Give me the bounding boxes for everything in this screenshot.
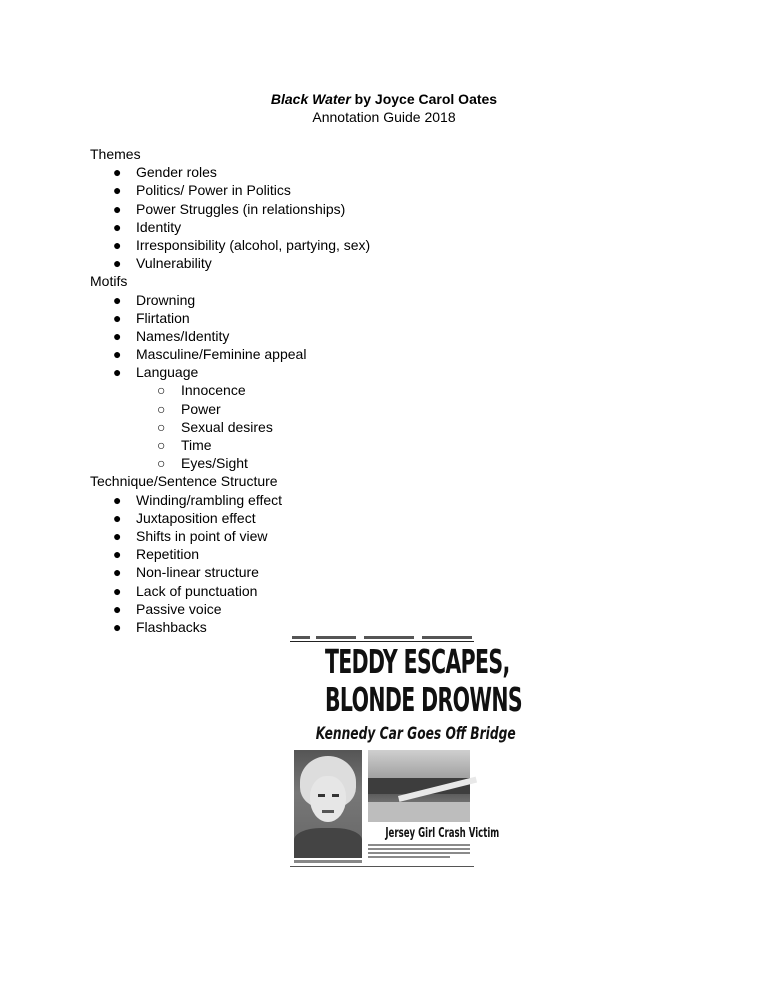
theme-item: ● Gender roles [113, 164, 217, 181]
article-text-lines [368, 844, 470, 860]
bullet-icon: ● [113, 618, 122, 635]
technique-item: ● Repetition [113, 546, 200, 563]
theme-item: ● Politics/ Power in Politics [113, 182, 291, 199]
theme-item: ● Irresponsibility (alcohol, partying, sex) [113, 236, 371, 253]
bullet-icon: ● [113, 327, 122, 344]
clipping-bottom-rule [290, 866, 474, 867]
bullet-icon: ● [113, 346, 122, 363]
themes-heading: Themes [90, 146, 141, 162]
bullet-icon: ● [113, 600, 122, 617]
language-subitem: ○ Innocence [157, 382, 246, 399]
language-subitem: ○ Time [157, 437, 212, 453]
technique-item: ● Non-linear structure [113, 564, 259, 581]
bullet-icon: ● [113, 527, 122, 544]
bullet-icon: ● [113, 582, 122, 599]
technique-item: ● Lack of punctuation [113, 582, 258, 599]
annotation-outline [90, 145, 690, 636]
title-author: by Joyce Carol Oates [350, 91, 498, 107]
hollow-bullet-icon: ○ [157, 437, 166, 453]
motif-item: ● Flirtation [113, 309, 190, 326]
document-title [0, 90, 768, 108]
technique-item: ● Passive voice [113, 600, 222, 617]
motifs-heading: Motifs [90, 273, 128, 290]
technique-item: ● Shifts in point of view [113, 527, 268, 544]
language-subitem: ○ Power [157, 400, 221, 417]
bullet-icon: ● [113, 309, 122, 326]
photo-headline: Jersey Girl Crash Victim [385, 826, 500, 841]
newspaper-clipping-image [290, 636, 522, 870]
document-subtitle: Annotation Guide 2018 [312, 109, 456, 125]
bullet-icon: ● [113, 255, 122, 272]
technique-item: ● Juxtaposition effect [113, 509, 256, 526]
bullet-icon: ● [113, 364, 122, 381]
hollow-bullet-icon: ○ [157, 382, 166, 399]
bullet-icon: ● [113, 164, 122, 181]
technique-heading: Technique/Sentence Structure [90, 473, 278, 490]
bullet-icon: ● [113, 182, 122, 199]
hollow-bullet-icon: ○ [157, 418, 166, 435]
motif-item: ● Drowning [113, 291, 196, 308]
bullet-icon: ● [113, 236, 122, 253]
motif-item: ● Language [113, 364, 199, 381]
language-subitem: ○ Sexual desires [157, 418, 273, 435]
theme-item: ● Vulnerability [113, 255, 212, 272]
motif-item: ● Masculine/Feminine appeal [113, 346, 307, 363]
hollow-bullet-icon: ○ [157, 400, 166, 417]
bullet-icon: ● [113, 564, 122, 581]
technique-item: ● Winding/rambling effect [113, 491, 283, 508]
bridge-photo [368, 750, 470, 822]
bullet-icon: ● [113, 491, 122, 508]
theme-item: ● Power Struggles (in relationships) [113, 200, 346, 217]
bullet-icon: ● [113, 546, 122, 563]
headline-line-2: BLONDE DROWNS [324, 680, 522, 719]
motif-item: ● Names/Identity [113, 327, 230, 344]
bullet-icon: ● [113, 291, 122, 308]
hollow-bullet-icon: ○ [157, 455, 166, 472]
portrait-photo [294, 750, 362, 858]
theme-item: ● Identity [113, 218, 182, 235]
book-title: Black Water [270, 91, 351, 107]
bullet-icon: ● [113, 218, 122, 235]
photo-caption-line [294, 860, 362, 863]
headline-line-1: TEDDY ESCAPES, [324, 642, 510, 681]
language-subitem: ○ Eyes/Sight [157, 455, 248, 472]
bullet-icon: ● [113, 509, 122, 526]
subheadline: Kennedy Car Goes Off Bridge [315, 724, 516, 744]
bullet-icon: ● [113, 200, 122, 217]
technique-item: ● Flashbacks [113, 618, 207, 635]
